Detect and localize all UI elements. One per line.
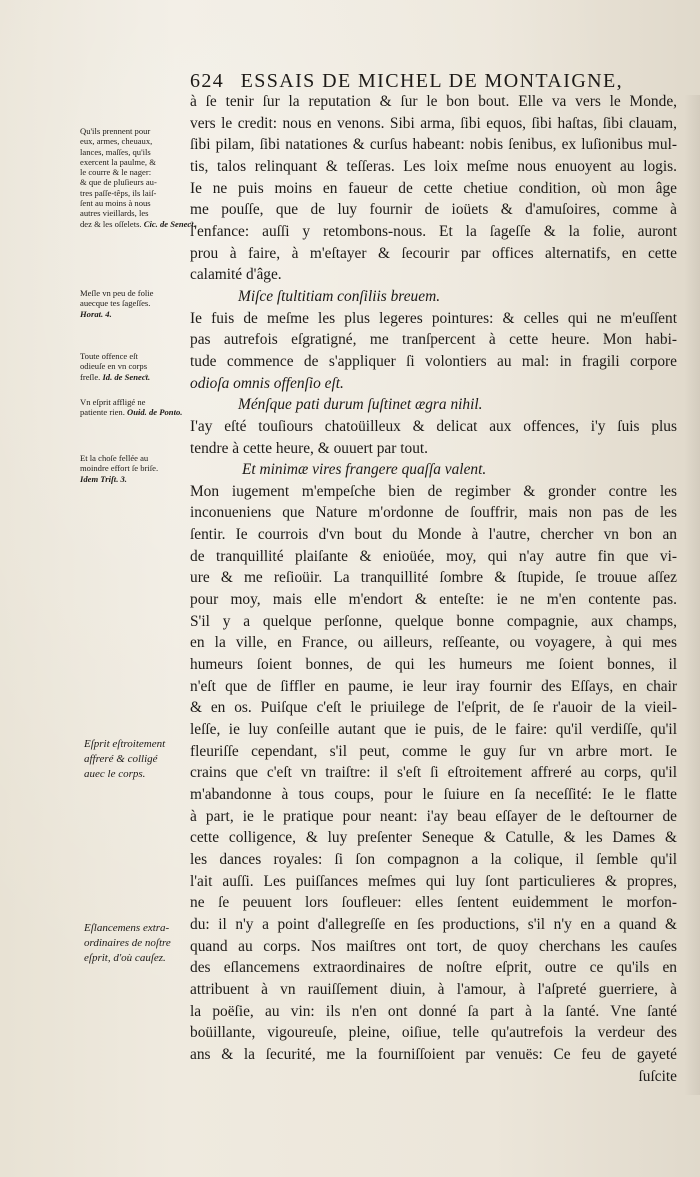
text-line: prou à faire, à m'eſtayer & ſecourir par offices alternatifs, en cette bbox=[190, 244, 677, 262]
text-line: tendre à cette heure, & ouuert par tout. bbox=[190, 439, 429, 457]
running-title: ESSAIS DE MICHEL DE MONTAIGNE, bbox=[240, 70, 624, 92]
margin-line: moindre effort ſe briſe. bbox=[80, 463, 159, 474]
text-line: tis, talos relinquant & teſſeras. Les loix meſme nous enuoyent au logis. bbox=[190, 157, 677, 175]
quotation-line: Miſce ſtultitiam conſiliis breuem. bbox=[238, 287, 441, 305]
margin-note-2 bbox=[80, 288, 188, 319]
margin-line: Qu'ils prennent pour bbox=[80, 126, 151, 136]
margin-line: autres vieillards, les bbox=[80, 208, 149, 219]
text-line: leſſe, ie luy conſeille autant que ie puis, de le faire: qu'il verdiſſe, qu'il bbox=[190, 721, 677, 739]
margin-line: Eſprit eſtroitement bbox=[84, 738, 166, 750]
running-header bbox=[190, 70, 680, 93]
margin-source: Ouid. de Ponto. bbox=[127, 407, 183, 418]
margin-line: auecque tes ſageſſes. bbox=[80, 298, 151, 309]
text-line: Ie fuis de meſme les plus legeres pointures: & celles qui ne m'euſſent bbox=[190, 309, 677, 327]
text-line: m'abandonne à tous coups, pour le ſuiure en ſa neceſſité: Ie le flatte bbox=[190, 786, 677, 803]
text-line: crains que c'eſt vn traiſtre: il s'eſt ſi eſtroitement affreré au corps, qu'il bbox=[190, 764, 677, 782]
text-line: en la ville, en France, ou ailleurs, reſſeante, ou voyagere, à qui mes bbox=[190, 634, 677, 652]
text-line: odioſa omnis offenſio eſt. bbox=[190, 374, 344, 392]
margin-line: Toute offence eſt bbox=[80, 351, 138, 361]
text-line: pas autrefois eſgratigné, me tranſpercent à cette heure. Mon habi- bbox=[190, 331, 677, 349]
margin-line: exercent la paulme, & bbox=[80, 156, 156, 167]
text-line: calamité d'âge. bbox=[190, 266, 282, 284]
text-line: quand au corps. Nos maiſtres ont tort, de quoy cherchans les cauſes bbox=[190, 937, 677, 955]
text-line: ſentir. Ie courrois d'vn bout du Monde à l'autre, chercher vn bon an bbox=[190, 526, 677, 544]
text-line: S'il y a quelque perſonne, quelque bonne compagnie, aux champs, bbox=[190, 612, 677, 630]
catchword: ſuſcite bbox=[638, 1067, 677, 1085]
margin-line: tres paſſe-têps, ils laiſ- bbox=[80, 187, 157, 198]
text-line: la poëſie, au vin: ils n'en ont donné ſa part à la ſanté. Vne ſanté bbox=[190, 1002, 677, 1020]
margin-line: affreré & colligé bbox=[84, 753, 158, 765]
margin-note-5 bbox=[80, 453, 188, 484]
text-line: me pouſſe, que de luy fournir de ioüets & d'amuſoires, comme à bbox=[190, 201, 677, 219]
margin-note-4 bbox=[80, 397, 188, 418]
facing-page-bleed bbox=[684, 95, 700, 1095]
page-number: 624 bbox=[190, 70, 225, 92]
text-line: de tranquillité plaiſante & enioüée, moy, qui n'ay autre fin que vi- bbox=[190, 547, 677, 565]
margin-line: auec le corps. bbox=[84, 768, 146, 780]
margin-line: eux, armes, cheuaux, bbox=[80, 136, 153, 147]
margin-note-1 bbox=[80, 126, 196, 229]
margin-line: & que de pluſieurs au- bbox=[80, 177, 157, 188]
margin-line: ſent au moins à nous bbox=[80, 198, 151, 209]
margin-line: Vn eſprit affligé ne bbox=[80, 397, 146, 407]
text-line: humeurs ſoient bonnes, de qui les humeurs me ſoient bonnes, il bbox=[190, 656, 677, 674]
margin-source: Id. de Seneƈt. bbox=[102, 371, 151, 382]
text-line: des eſlancemens extraordinaires de noſtre eſprit, outre ce qu'ils en bbox=[190, 959, 677, 977]
margin-source: Cic. de Seneƈt. bbox=[143, 218, 196, 229]
margin-note-3 bbox=[80, 351, 188, 382]
text-line: fleuriſſe cependant, s'il peut, comme le guy ſur vn arbre mort. Ie bbox=[190, 742, 677, 760]
text-line: les dances royales: ſi ſon compagnon a la colique, il ſemble qu'il bbox=[190, 850, 677, 868]
body-text bbox=[190, 91, 677, 1087]
margin-line: Et la choſe fellée au bbox=[80, 453, 149, 463]
text-line: l'enfance: auſſi y retombons-nous. Et la ſageſſe & la folie, auront bbox=[190, 222, 677, 240]
text-line: attribuent à vn rauiſſement diuin, à l'amour, à l'aſpreté guerriere, à bbox=[190, 980, 677, 998]
margin-line: eſprit, d'où cauſez. bbox=[84, 952, 166, 964]
quotation-line: Ménſque pati durum ſuſtinet ægra nihil. bbox=[238, 396, 483, 414]
text-line: Mon iugement m'empeſche bien de regimber & gronder contre les bbox=[190, 482, 677, 500]
margin-line: patiente rien. bbox=[80, 407, 125, 418]
margin-note-7 bbox=[84, 921, 192, 966]
margin-line: lances, maſſes, qu'ils bbox=[80, 146, 151, 157]
text-line: ure & me reſioüir. La tranquillité ſombre & ſtupide, ſe trouue aſſez bbox=[190, 569, 677, 587]
text-line: ne ſe peuuent lors ſoufleuer: elles ſentent euidemment le morfon- bbox=[190, 894, 677, 912]
margin-line: odieuſe en vn corps bbox=[80, 361, 148, 372]
margin-note-6 bbox=[84, 737, 192, 782]
margin-line: le courre & le nager: bbox=[80, 167, 152, 178]
text-line: du: il n'y a point d'allegreſſe en ſes productions, s'il n'y en a quand & bbox=[190, 915, 677, 933]
text-line: vers le credit: nous en venons. Sibi arma, ſibi equos, ſibi haſtas, ſibi clauam, bbox=[190, 114, 677, 132]
text-line: ans & la ſecurité, me la fourniſſoient par venuës: Ce feu de gayeté bbox=[190, 1045, 677, 1063]
text-line: I'ay eſté touſiours chatoüilleux & delicat aux offences, i'y ſuis plus bbox=[190, 417, 677, 435]
quotation-line: Et minimæ vires frangere quaſſa valent. bbox=[242, 461, 487, 479]
margin-line: Meſle vn peu de folie bbox=[80, 288, 154, 298]
text-line: n'eſt que de ſiffler en paume, ie leur iray fournir des Eſſays, en chair bbox=[190, 677, 677, 695]
text-line: inconueniens que Nature m'ordonne de ſouffrir, mais non pas de les bbox=[190, 504, 677, 522]
text-line: ſibi pilam, ſibi natationes & curſus habeant: nobis ſenibus, ex luſionibus mul- bbox=[190, 136, 677, 154]
text-line: pour moy, mais elle m'endort & enteſte: ie ne m'en contente pas. bbox=[190, 591, 677, 609]
text-line: à part, ie le pratique pour neant: i'ay beau eſſayer de le deſtourner de bbox=[190, 807, 677, 825]
text-line: l'ait auſſi. Les puiſſances meſmes qui luy ſont particulieres & propres, bbox=[190, 872, 677, 890]
margin-source: Horat. 4. bbox=[80, 308, 112, 319]
text-line: & en os. Puiſque c'eſt le priuilege de l'eſprit, de ſe r'auoir de la vieil- bbox=[190, 699, 677, 717]
text-line: boüillante, vigoureuſe, pleine, oiſiue, telle qu'autrefois la verdeur des bbox=[190, 1024, 677, 1042]
text-line: tude commence de s'appliquer ſi volontiers au mal: in fragili corpore bbox=[190, 352, 677, 370]
text-line: à ſe tenir ſur la reputation & ſur le bon bout. Elle va vers le Monde, bbox=[190, 93, 677, 110]
margin-line: ordinaires de noſtre bbox=[84, 937, 171, 949]
text-line: Ie ne puis moins en faueur de cette chetiue condition, où mon âge bbox=[190, 179, 677, 197]
margin-source: Idem Triſt. 3. bbox=[80, 473, 127, 484]
margin-line: freſle. bbox=[80, 371, 101, 382]
margin-line: dez & les oſſelets. bbox=[80, 218, 142, 229]
margin-line: Eſlancemens extra- bbox=[84, 922, 170, 934]
text-line: cette colligence, & luy preſenter Seneque & Catulle, & les Dames & bbox=[190, 829, 677, 847]
